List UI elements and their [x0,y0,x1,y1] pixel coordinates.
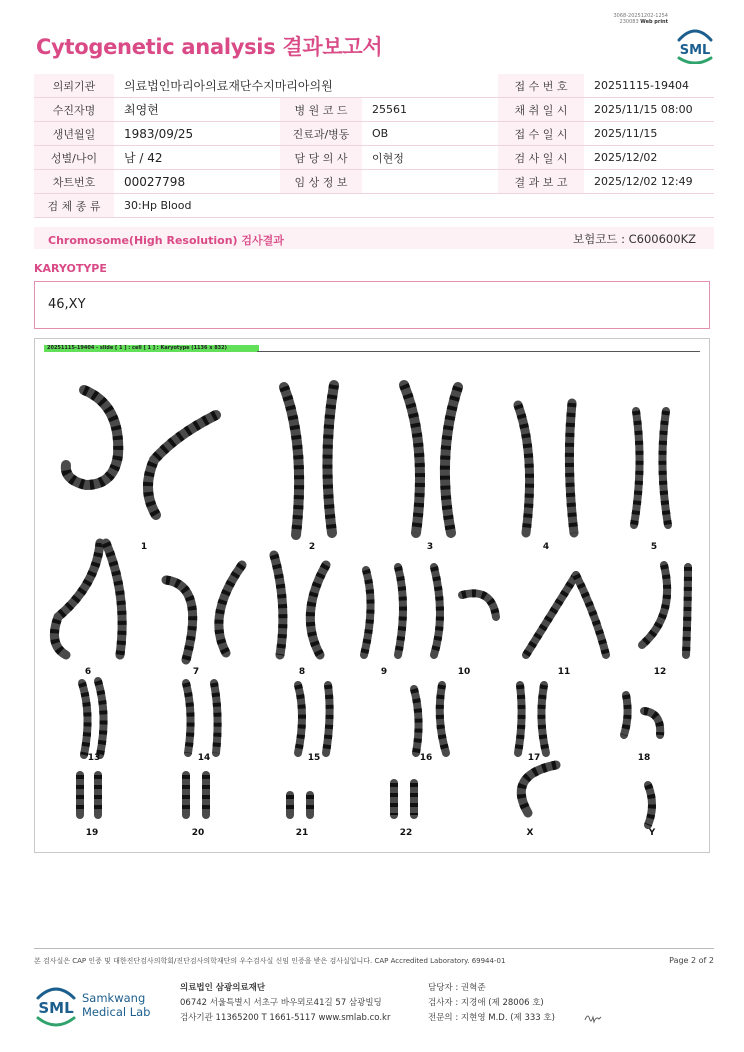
staff-info [428,981,555,1026]
info-label: 접 수 번 호 [498,74,584,98]
chromosome-shape [634,411,640,525]
document-code-line1: 3068-20251202-1254 [613,13,668,19]
chromosome-label: 15 [307,753,321,763]
chromosome-label: 21 [295,828,309,838]
info-row [34,170,714,194]
chromosome-label: 19 [85,828,99,838]
staff-specialist: 전문의 : 지현영 M.D. (제 333 호) [428,1013,555,1023]
chromosome-label: 16 [419,753,433,763]
org-address: 06742 서울특별시 서초구 바우뫼로41길 57 삼광빌딩 [180,998,382,1008]
info-label: 수진자명 [34,98,114,122]
karyotype-image [36,355,706,849]
chromosome-label: 17 [527,753,541,763]
chromosome-label: 20 [191,828,205,838]
info-row [34,146,714,170]
info-label: 접 수 일 시 [498,122,584,146]
info-row [34,194,714,218]
info-value: 의료법인마리아의료재단수지마리아의원 [114,74,498,98]
info-value: 2025/11/15 [584,122,714,146]
info-label: 검 사 일 시 [498,146,584,170]
web-print-label: Web print [640,19,668,25]
document-code [613,13,668,25]
info-row [34,74,714,98]
organization-info [180,981,390,1026]
info-label: 의뢰기관 [34,74,114,98]
chromosome-label: 11 [557,667,571,677]
info-value: 최영현 [114,98,280,122]
info-label: 검 체 종 류 [34,194,114,218]
samkwang-logo-icon [36,980,156,1030]
chromosome-shape [148,415,216,515]
org-name: 의료법인 삼광의료재단 [180,983,266,993]
chromosome-band [364,570,371,655]
info-value: 2025/11/15 08:00 [584,98,714,122]
info-row [34,98,714,122]
chromosome-band [642,565,667,645]
info-value: 25561 [362,98,498,122]
chromosome-label: 5 [650,542,658,552]
chromosome-shape [662,411,668,525]
footer-divider [34,948,714,949]
chromosome-label: 18 [637,753,651,763]
karyotype-image-caption: 20251115-19404 - slide [ 1 ] : cell [ 1 ] : Karyotype (1136 x 832) [44,345,259,352]
insurance-code: 보험코드 : C600600KZ [573,232,696,246]
staff-tester: 검사자 : 지경애 (제 28006 호) [428,998,544,1008]
karyotype-label: KARYOTYPE [34,262,107,275]
chromosome-label: 14 [197,753,211,763]
chromosome-label: 6 [84,667,92,677]
info-label: 성별/나이 [34,146,114,170]
accreditation-note: 본 검사실은 CAP 인증 및 대한진단검사의학회/진단검사의학재단의 우수검사실 신임 인증을 받은 검사실입니다. CAP Accredited Laboratory. 69944-01 [34,957,506,965]
karyotype-box [34,281,710,329]
info-value: 20251115-19404 [584,74,714,98]
brand-line1: Samkwang [82,991,146,1005]
document-code-id: 230083 [619,19,639,25]
info-value: 00027798 [114,170,280,194]
chromosome-shape [106,543,122,655]
chromosome-label: 8 [298,667,306,677]
org-contact: 검사기관 11365200 T 1661-5117 www.smlab.co.kr [180,1013,391,1023]
info-label: 담 당 의 사 [280,146,362,170]
info-value: 30:Hp Blood [114,194,714,218]
info-value: 2025/12/02 12:49 [584,170,714,194]
chromosome-label: 3 [426,542,434,552]
chromosome-label: X [526,828,534,838]
chromosome-label: 2 [308,542,316,552]
brand-line2: Medical Lab [82,1005,151,1019]
info-row [34,122,714,146]
info-value: 2025/12/02 [584,146,714,170]
info-label: 임 상 정 보 [280,170,362,194]
chromosome-label: 7 [192,667,200,677]
footer-logo-text: SML [38,999,74,1017]
sml-logo-icon [674,24,716,64]
chromosome-label: 13 [87,753,101,763]
report-title: Cytogenetic analysis 결과보고서 [36,35,383,59]
chromosome-label: 10 [457,667,471,677]
info-label: 채 취 일 시 [498,98,584,122]
info-value: OB [362,122,498,146]
chromosome-shape [462,593,496,617]
section-title: Chromosome(High Resolution) 검사결과 [48,234,284,247]
chromosome-band [576,575,606,655]
info-value: 이현정 [362,146,498,170]
karyotype-value: 46,XY [48,297,86,312]
document-code-line2 [613,19,668,25]
info-label: 차트번호 [34,170,114,194]
chromosome-label: 12 [653,667,667,677]
info-label: 병 원 코 드 [280,98,362,122]
chromosome-label: 1 [140,542,148,552]
chromosome-label: 4 [542,542,550,552]
patient-info-table [34,74,714,218]
info-label: 결 과 보 고 [498,170,584,194]
info-value [362,170,498,194]
info-label: 생년월일 [34,122,114,146]
signature-icon [582,1008,604,1026]
staff-manager: 담당자 : 권혁준 [428,983,486,993]
chromosome-label: 9 [380,667,388,677]
info-value: 남 / 42 [114,146,280,170]
logo-text: SML [679,43,711,58]
chromosome-shape [66,390,118,485]
chromosome-label: 22 [399,828,413,838]
info-label: 진료과/병동 [280,122,362,146]
page-number: Page 2 of 2 [669,956,714,965]
chromosome-label: Y [648,828,656,838]
info-value: 1983/09/25 [114,122,280,146]
caption-rule [257,351,700,352]
